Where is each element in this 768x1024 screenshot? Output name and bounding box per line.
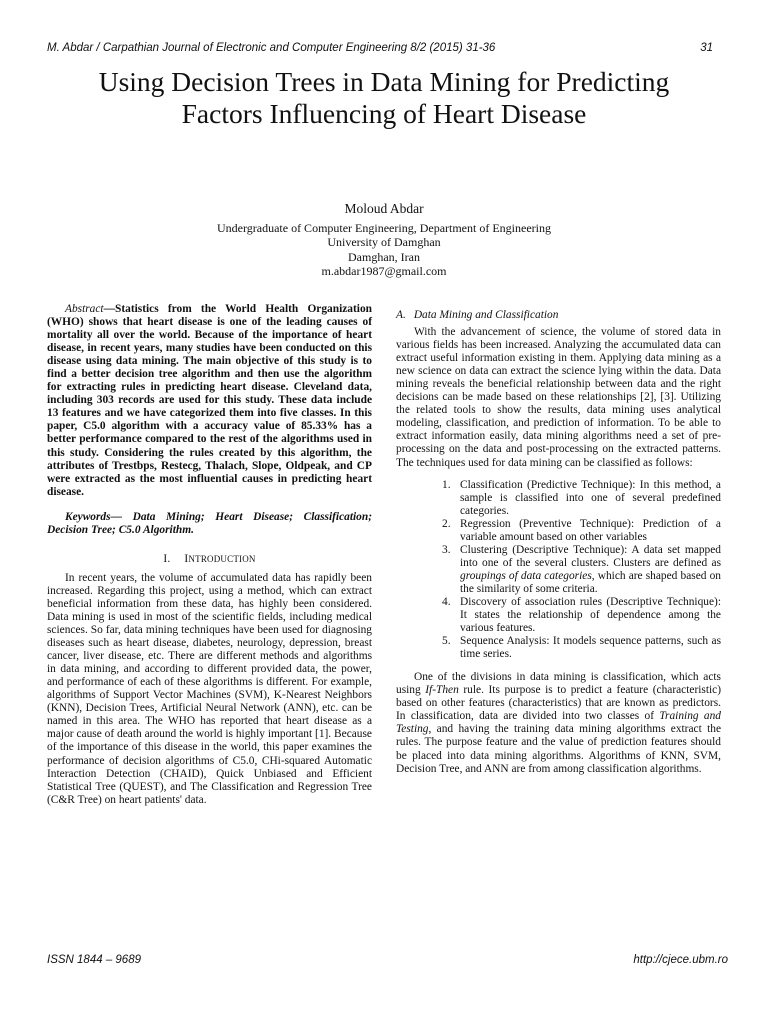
list-item [396, 544, 721, 596]
list-item [396, 635, 721, 661]
subsection-title: Data Mining and Classification [413, 309, 559, 321]
technique-list [396, 479, 721, 662]
list-marker: 1. [442, 478, 451, 491]
keywords-label: Keywords— [65, 510, 122, 523]
classification-text-end: , and having the training data mining algorithms extract the rules. The purpose feature and the value of prediction features should be placed into data mining algorithms. Algorithms of KNN, SVM, Decision Tree, and ANN are from among classification algorithms. [396, 723, 721, 775]
list-item [396, 479, 721, 518]
list-item-text: Clustering (Descriptive Technique): A data set mapped into one of the several clusters. Clusters are defined as [460, 543, 721, 569]
list-item-emphasis: groupings of data categories [460, 569, 592, 582]
author-name: Moloud Abdar [344, 201, 424, 216]
abstract [47, 303, 372, 499]
footer-url[interactable]: http://cjece.ubm.ro [633, 954, 728, 966]
classification-paragraph [396, 671, 721, 775]
list-item [396, 518, 721, 544]
author-block [0, 202, 768, 279]
page-number: 31 [700, 42, 713, 54]
author-affiliation-university: University of Damghan [327, 235, 441, 249]
list-item-text: Classification (Predictive Technique): In this method, a sample is classified into one of several predefined categories. [460, 478, 721, 517]
list-item-text: Discovery of association rules (Descriptive Technique): It states the relationship of dependence among the various features. [460, 595, 721, 635]
list-item-text: Sequence Analysis: It models sequence patterns, such as time series. [460, 635, 721, 661]
data-mining-paragraph: With the advancement of science, the volume of stored data in various fields has been increased. Analyzing the accumulated data can extract useful information existing in them. Applying data mining as a new science on data can extract the science lying within the data. Data mining reveals the beneficial relationship between data and the right decisions can be made based on these relationships [2], [3]. Utilizing the related tools to show the results, data mining uses analytical modeling, classification, and prediction of information. To be able to extract information easily, data mining algorithms need a set of pre-processing on the data and post-processing on the extracted patterns. The techniques used for data mining can be classified as follows: [396, 326, 721, 469]
author-affiliation-department: Undergraduate of Computer Engineering, Department of Engineering [216, 220, 551, 235]
subsection-label: A. [396, 309, 406, 321]
footer-issn: ISSN 1844 – 9689 [47, 954, 141, 966]
list-marker: 4. [442, 595, 451, 608]
list-item-text: Regression (Preventive Technique): Prediction of a variable amount based on other variables [460, 517, 721, 543]
subsection-heading-data-mining [396, 309, 721, 322]
training-testing-emphasis: Training and Testing [396, 710, 722, 736]
author-email[interactable]: m.abdar1987@gmail.com [321, 264, 447, 278]
list-marker: 2. [442, 517, 451, 530]
paper-title [20, 66, 748, 130]
classification-text: One of the divisions in data mining is classification, which acts using [396, 671, 721, 697]
section-title-rest: NTRODUCTION [188, 553, 256, 564]
abstract-text: Statistics from the World Health Organization (WHO) shows that heart disease is one of the leading causes of mortality all over the world. Because of the importance of heart disease, in recent years, many studies have been conducted on this disease using data mining. The main objective of this study is to find a better decision tree algorithm and then use the algorithm for extracting rules in predicting heart disease. Cleveland data, including 303 records are used for this study. These data include 13 features and we have categorized them into five classes. In this paper, C5.0 algorithm with a accuracy value of 85.33% has a better performance compared to the rest of the algorithms used in this study. Considering the rules created by this algorithm, the attributes of Trestbps, Restecg, Thalach, Slope, Oldpeak, and CP were extracted as the most influential causes in predicting heart disease. [47, 303, 372, 498]
abstract-dash: — [103, 303, 115, 315]
paper-title-line-1: Using Decision Trees in Data Mining for Predicting [98, 66, 670, 97]
running-header [47, 42, 713, 54]
list-marker: 3. [442, 543, 451, 556]
section-title-initial: I [184, 552, 189, 565]
abstract-label: Abstract [65, 303, 104, 315]
introduction-paragraph: In recent years, the volume of accumulated data has rapidly been increased. Regarding this project, using a method, which can extract beneficial information from these data, has highly been considered. Data mining is used in most of the scientific fields, including medical sciences. So far, data mining techniques have been used for diagnosing diseases such as heart disease, diabetes, neurology, depression, breast cancer, liver disease, etc. There are different methods and algorithms in data mining, and according to different provided data, the power, and performance of each of these algorithms is different. For example, algorithms of Support Vector Machines (SVM), K-Nearest Neighbors (KNN), Decision Trees, Artificial Neural Network (ANN), etc. can be named in this area. The WHO has reported that heart disease as a major cause of death around the world is highly important [1]. Because of the importance of this disease in the world, this paper examines the performance of decision algorithms of C5.0, CHi-squared Automatic Interaction Detection (CHAID), Quick Unbiased and Efficient Statistical Tree (QUEST), and The Classification and Regression Tree (C&R Tree) on heart patients' data. [47, 571, 372, 806]
list-item-text-continued: , which are shaped based on the similarity of some criteria. [460, 569, 721, 595]
paper-title-line-2: Factors Influencing of Heart Disease [181, 98, 587, 129]
classification-text-mid: rule. Its purpose is to predict a feature (characteristic) based on other features (characteristics) that are known as predictors. In classification, data are divided into two classes of [396, 684, 722, 723]
author-location: Damghan, Iran [348, 249, 420, 264]
keywords-text: Data Mining; Heart Disease; Classification; Decision Tree; C5.0 Algorithm. [47, 510, 373, 536]
right-column [396, 303, 721, 776]
list-marker: 5. [442, 635, 451, 648]
if-then-emphasis: If-Then [425, 684, 459, 697]
left-column [47, 303, 372, 807]
keywords [47, 511, 372, 537]
list-item [396, 596, 721, 635]
section-number: I. [163, 552, 171, 565]
section-heading-introduction [47, 553, 372, 566]
running-title: M. Abdar / Carpathian Journal of Electronic and Computer Engineering 8/2 (2015) 31-36 [47, 42, 496, 54]
